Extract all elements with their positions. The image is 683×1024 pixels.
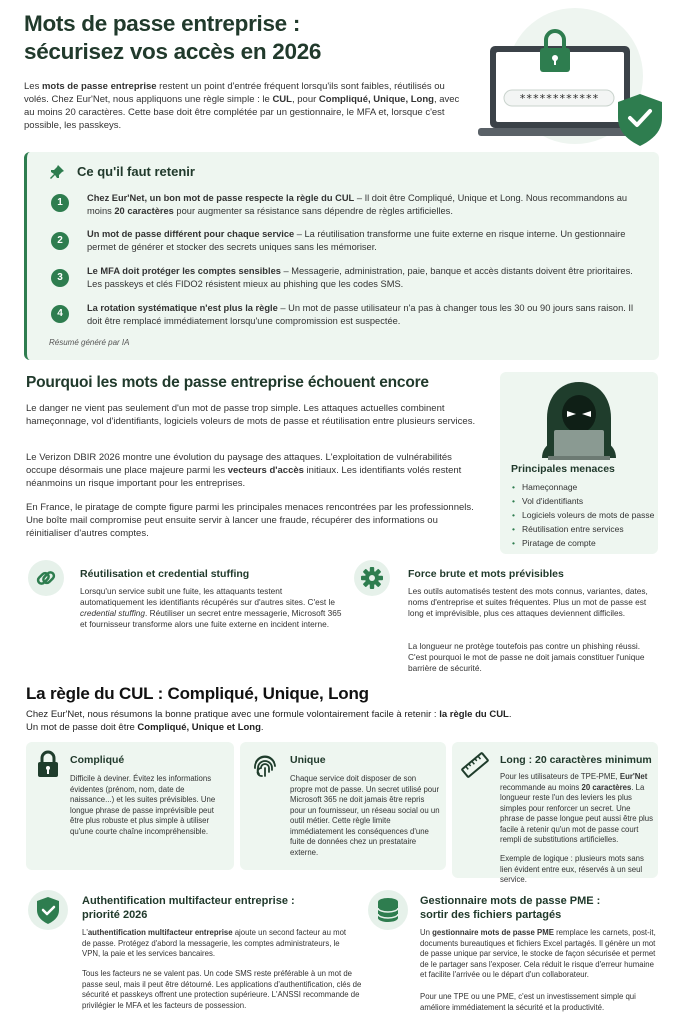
card-complique <box>26 742 234 870</box>
paragraph-text: initiaux. Les identifiants volés restent néanmoins un risque important pour les entreprises. <box>26 465 462 489</box>
key-takeaways-title: Ce qu'il faut retenir <box>77 164 195 179</box>
takeaway-point <box>87 228 642 253</box>
point-number: 3 <box>51 269 69 287</box>
card-text-bold: 20 caractères <box>581 782 632 792</box>
manager-text-2: Pour une TPE ou une PME, c'est un investissement simple qui améliore immédiatement la sécurité et la productivité. <box>420 992 636 1012</box>
point-bold: Un mot de passe différent pour chaque service <box>87 229 295 239</box>
mfa-title-line: priorité 2026 <box>82 909 148 921</box>
intro-text: Un mot de passe doit être <box>26 722 138 733</box>
mfa-text <box>82 928 352 960</box>
card-text-span: . La longueur reste l'un des leviers les plus simples pour renforcer un secret. Une phrase de passe longue peut aussi être plus facile à retenir qu'un mot de passe court rempli de substitutions artificielles. <box>500 782 654 844</box>
threats-title: Principales menaces <box>511 463 615 475</box>
card-text: Chaque service doit disposer de son propre mot de passe. Un secret utilisé pour Microsoft 365 ne doit jamais être repris pour un fournisseur, un réseau social ou un outil métier. Cette règle limite immédiatement les conséquences d'une fuite de données chez un prestataire externe. <box>290 774 440 857</box>
manager-title-line: sortir des fichiers partagés <box>420 909 562 921</box>
feature-title-brute: Force brute et mots prévisibles <box>408 568 564 580</box>
section-heading-pourquoi: Pourquoi les mots de passe entreprise échouent encore <box>26 374 429 391</box>
password-mask: ************ <box>519 92 599 105</box>
point-text: – Messagerie, administration, paie, banque et accès distants doivent être prioritaires. Les passkeys et clés FIDO2 résistent mieux au phishing que les codes SMS. <box>87 266 633 289</box>
intro-bold: Compliqué, Unique et Long <box>137 722 261 733</box>
point-bold: Le MFA doit protéger les comptes sensibles <box>87 266 281 276</box>
database-icon-circle <box>368 890 408 930</box>
feature-text-brute: Les outils automatisés testent des mots connus, variantes, dates, noms d'entreprise et suites fréquentes. Plus un mot de passe est long et imprévisible, plus ces attaques deviennent difficiles. <box>408 586 648 618</box>
point-number: 2 <box>51 232 69 250</box>
feature-text: Lorsqu'un service subit une fuite, les attaquants testent automatiquement les identifiants récupérés sur d'autres sites. C'est le <box>80 586 335 607</box>
pin-icon <box>49 164 65 180</box>
intro-text: , avec au moins 20 caractères. Cette base doit être complétée par un gestionnaire, le MFA et, lorsque c'est possible, les passkeys. <box>24 94 460 131</box>
list-item: • Logiciels voleurs de mots de passe <box>512 508 657 522</box>
list-item: • Réutilisation entre services <box>512 522 657 536</box>
point-text: – Un mot de passe utilisateur n'a pas à changer tous les 30 ou 90 jours sans raison. Il doit être remplacé immédiatement lorsqu'une compromission est suspectée. <box>87 303 634 326</box>
ai-summary-note: Résumé généré par IA <box>49 338 130 347</box>
paragraph-bold: vecteurs d'accès <box>227 465 304 476</box>
shield-check-icon <box>28 890 68 930</box>
point-text: – La réutilisation transforme une fuite externe en risque interne. Un gestionnaire permet de générer et stocker des secrets uniques sans les mémoriser. <box>87 229 626 252</box>
card-title: Unique <box>290 754 326 766</box>
feature-text: . Réutiliser un secret entre messagerie, Microsoft 365 et fournisseur transforme alors une fuite externe en incident interne. <box>80 608 342 629</box>
point-number: 1 <box>51 194 69 212</box>
link-icon <box>28 560 64 596</box>
point-bold: 20 caractères <box>114 205 174 216</box>
list-item: • Piratage de compte <box>512 536 657 550</box>
ruler-icon <box>460 750 490 780</box>
mfa-text-2: Tous les facteurs ne se valent pas. Un code SMS reste préférable à un mot de passe seul, mais il peut être détourné. Les applications d'authentification, clés de sécurité et passkeys offrent une protection supérieure. L'ANSSI recommande de privilégier le MFA et les facteurs de possession. <box>82 969 362 1010</box>
takeaway-point <box>87 192 642 217</box>
mfa-title <box>82 894 295 922</box>
card-text <box>500 772 654 846</box>
manager-text-bold: gestionnaire mots de passe PME <box>432 928 554 937</box>
link-icon-circle <box>28 560 64 596</box>
gear-icon-circle <box>354 560 390 596</box>
card-text: Difficile à deviner. Évitez les informations évidentes (prénom, nom, date de naissance...) et les suites prévisibles. Une longue phrase de passe imprévisible peut être plus robuste et plus simple à utiliser qu'une courte chaîne incompréhensible. <box>70 774 216 836</box>
card-text-bold: Eur'Net <box>619 772 648 781</box>
mfa-text-span: ajoute un second facteur au mot de passe. Protégez d'abord la messagerie, les comptes administrateurs, le VPN, la paie et les services bancaires. <box>82 928 347 958</box>
intro-text: restent un point d'entrée fréquent lorsqu'ils sont faibles, réutilisés ou volés. Chez Eur'Net, nous appliquons une règle simple : le <box>24 81 445 105</box>
database-icon <box>368 890 408 930</box>
intro-bold: mots de passe entreprise <box>41 81 157 92</box>
paragraph: En France, le piratage de compte figure parmi les principales menaces rencontrées par les professionnels. Une boîte mail compromise peut ensuite servir à lancer une fraude, récupérer des informations ou réinitialiser d'autres comptes. <box>26 502 474 539</box>
intro-bold: la règle du CUL <box>439 709 509 720</box>
intro-text: , pour <box>291 94 319 105</box>
feature-text-brute-2: La longueur ne protège toutefois pas contre un phishing réussi. C'est pourquoi le mot de passe ne doit jamais constituer l'unique barrière de sécurité. <box>408 641 645 673</box>
card-example: Exemple de logique : plusieurs mots sans lien évident entre eux, réservés à un seul service. <box>500 854 644 884</box>
section-heading-cul: La règle du CUL : Compliqué, Unique, Long <box>26 684 369 703</box>
manager-title <box>420 894 600 922</box>
feature-text-reuse <box>80 586 342 630</box>
intro-bold: Compliqué, Unique, Long <box>318 94 434 105</box>
page-title <box>24 10 424 66</box>
feature-title-reuse: Réutilisation et credential stuffing <box>80 568 250 580</box>
point-text: – Il doit être Compliqué, Unique et Long. Nous recommandons au moins <box>87 193 628 216</box>
point-bold: La rotation systématique n'est plus la règle <box>87 303 278 313</box>
threats-box <box>500 372 658 554</box>
card-text-span: Pour les utilisateurs de TPE-PME, <box>500 772 620 781</box>
list-item: • Hameçonnage <box>512 480 657 494</box>
intro-text: . <box>260 722 264 733</box>
hacker-icon <box>534 378 624 460</box>
intro-text: Chez Eur'Net, nous résumons la bonne pratique avec une formule volontairement facile à retenir : <box>26 709 440 720</box>
card-text-span: recommande au moins <box>500 782 582 792</box>
mfa-text-bold: authentification multifacteur entreprise <box>87 928 233 937</box>
gear-icon <box>354 560 390 596</box>
feature-italic: credential stuffing <box>80 608 146 618</box>
cul-intro <box>26 708 606 734</box>
intro-text: . <box>508 709 512 720</box>
title-line-2: sécurisez vos accès en 2026 <box>24 39 322 64</box>
manager-text-span: Un <box>420 928 433 937</box>
title-line-1: Mots de passe entreprise : <box>24 11 301 36</box>
manager-text-span: remplace les carnets, post-it, documents bureautiques et fichiers Excel partagés. Il génère un mot de passe unique par service, le stocke de façon sécurisée et permet de le partager sans l'exposer. Cela réduit le risque d'erreur humaine et facilite l'arrivée ou le départ d'un collaborateur. <box>420 928 656 979</box>
card-long <box>452 742 658 884</box>
key-takeaways-card <box>24 152 659 360</box>
manager-title-line: Gestionnaire mots de passe PME : <box>420 895 601 907</box>
list-item: • Vol d'identifiants <box>512 494 657 508</box>
cul-intro-line-2 <box>26 721 606 734</box>
paragraph: Le danger ne vient pas seulement d'un mot de passe trop simple. Les attaques actuelles combinent hameçonnage, vol d'identifiants, logiciels voleurs de mots de passe et réutilisation entre plusieurs services. <box>26 403 476 427</box>
padlock-icon <box>36 750 60 778</box>
laptop-lock-icon <box>470 6 670 146</box>
intro-bold: CUL <box>272 94 292 105</box>
mfa-title-line: Authentification multifacteur entreprise : <box>82 895 295 907</box>
point-number: 4 <box>51 305 69 323</box>
paragraph-text: Le Verizon DBIR 2026 montre une évolution du paysage des attaques. L'exploitation de vulnérabilités occupe désormais une place majeure parmi les <box>26 452 452 476</box>
intro-text: Les <box>24 81 42 92</box>
cul-intro-line-1 <box>26 708 606 721</box>
card-unique <box>240 742 446 870</box>
threats-list <box>512 480 657 550</box>
shield-icon-circle <box>28 890 68 930</box>
intro-paragraph <box>24 80 464 132</box>
manager-text <box>420 928 660 981</box>
mfa-text-span: L' <box>82 928 88 937</box>
takeaway-point <box>87 302 642 327</box>
point-bold: Chez Eur'Net, un bon mot de passe respecte la règle du CUL <box>87 193 355 203</box>
takeaway-point <box>87 265 642 290</box>
card-title: Long : 20 caractères minimum <box>500 754 652 766</box>
card-title: Compliqué <box>70 754 125 766</box>
laptop-illustration <box>470 6 670 146</box>
fingerprint-icon <box>252 752 278 780</box>
point-text: pour augmenter sa résistance sans dépendre de règles artificielles. <box>173 205 453 216</box>
paragraph <box>26 451 476 490</box>
